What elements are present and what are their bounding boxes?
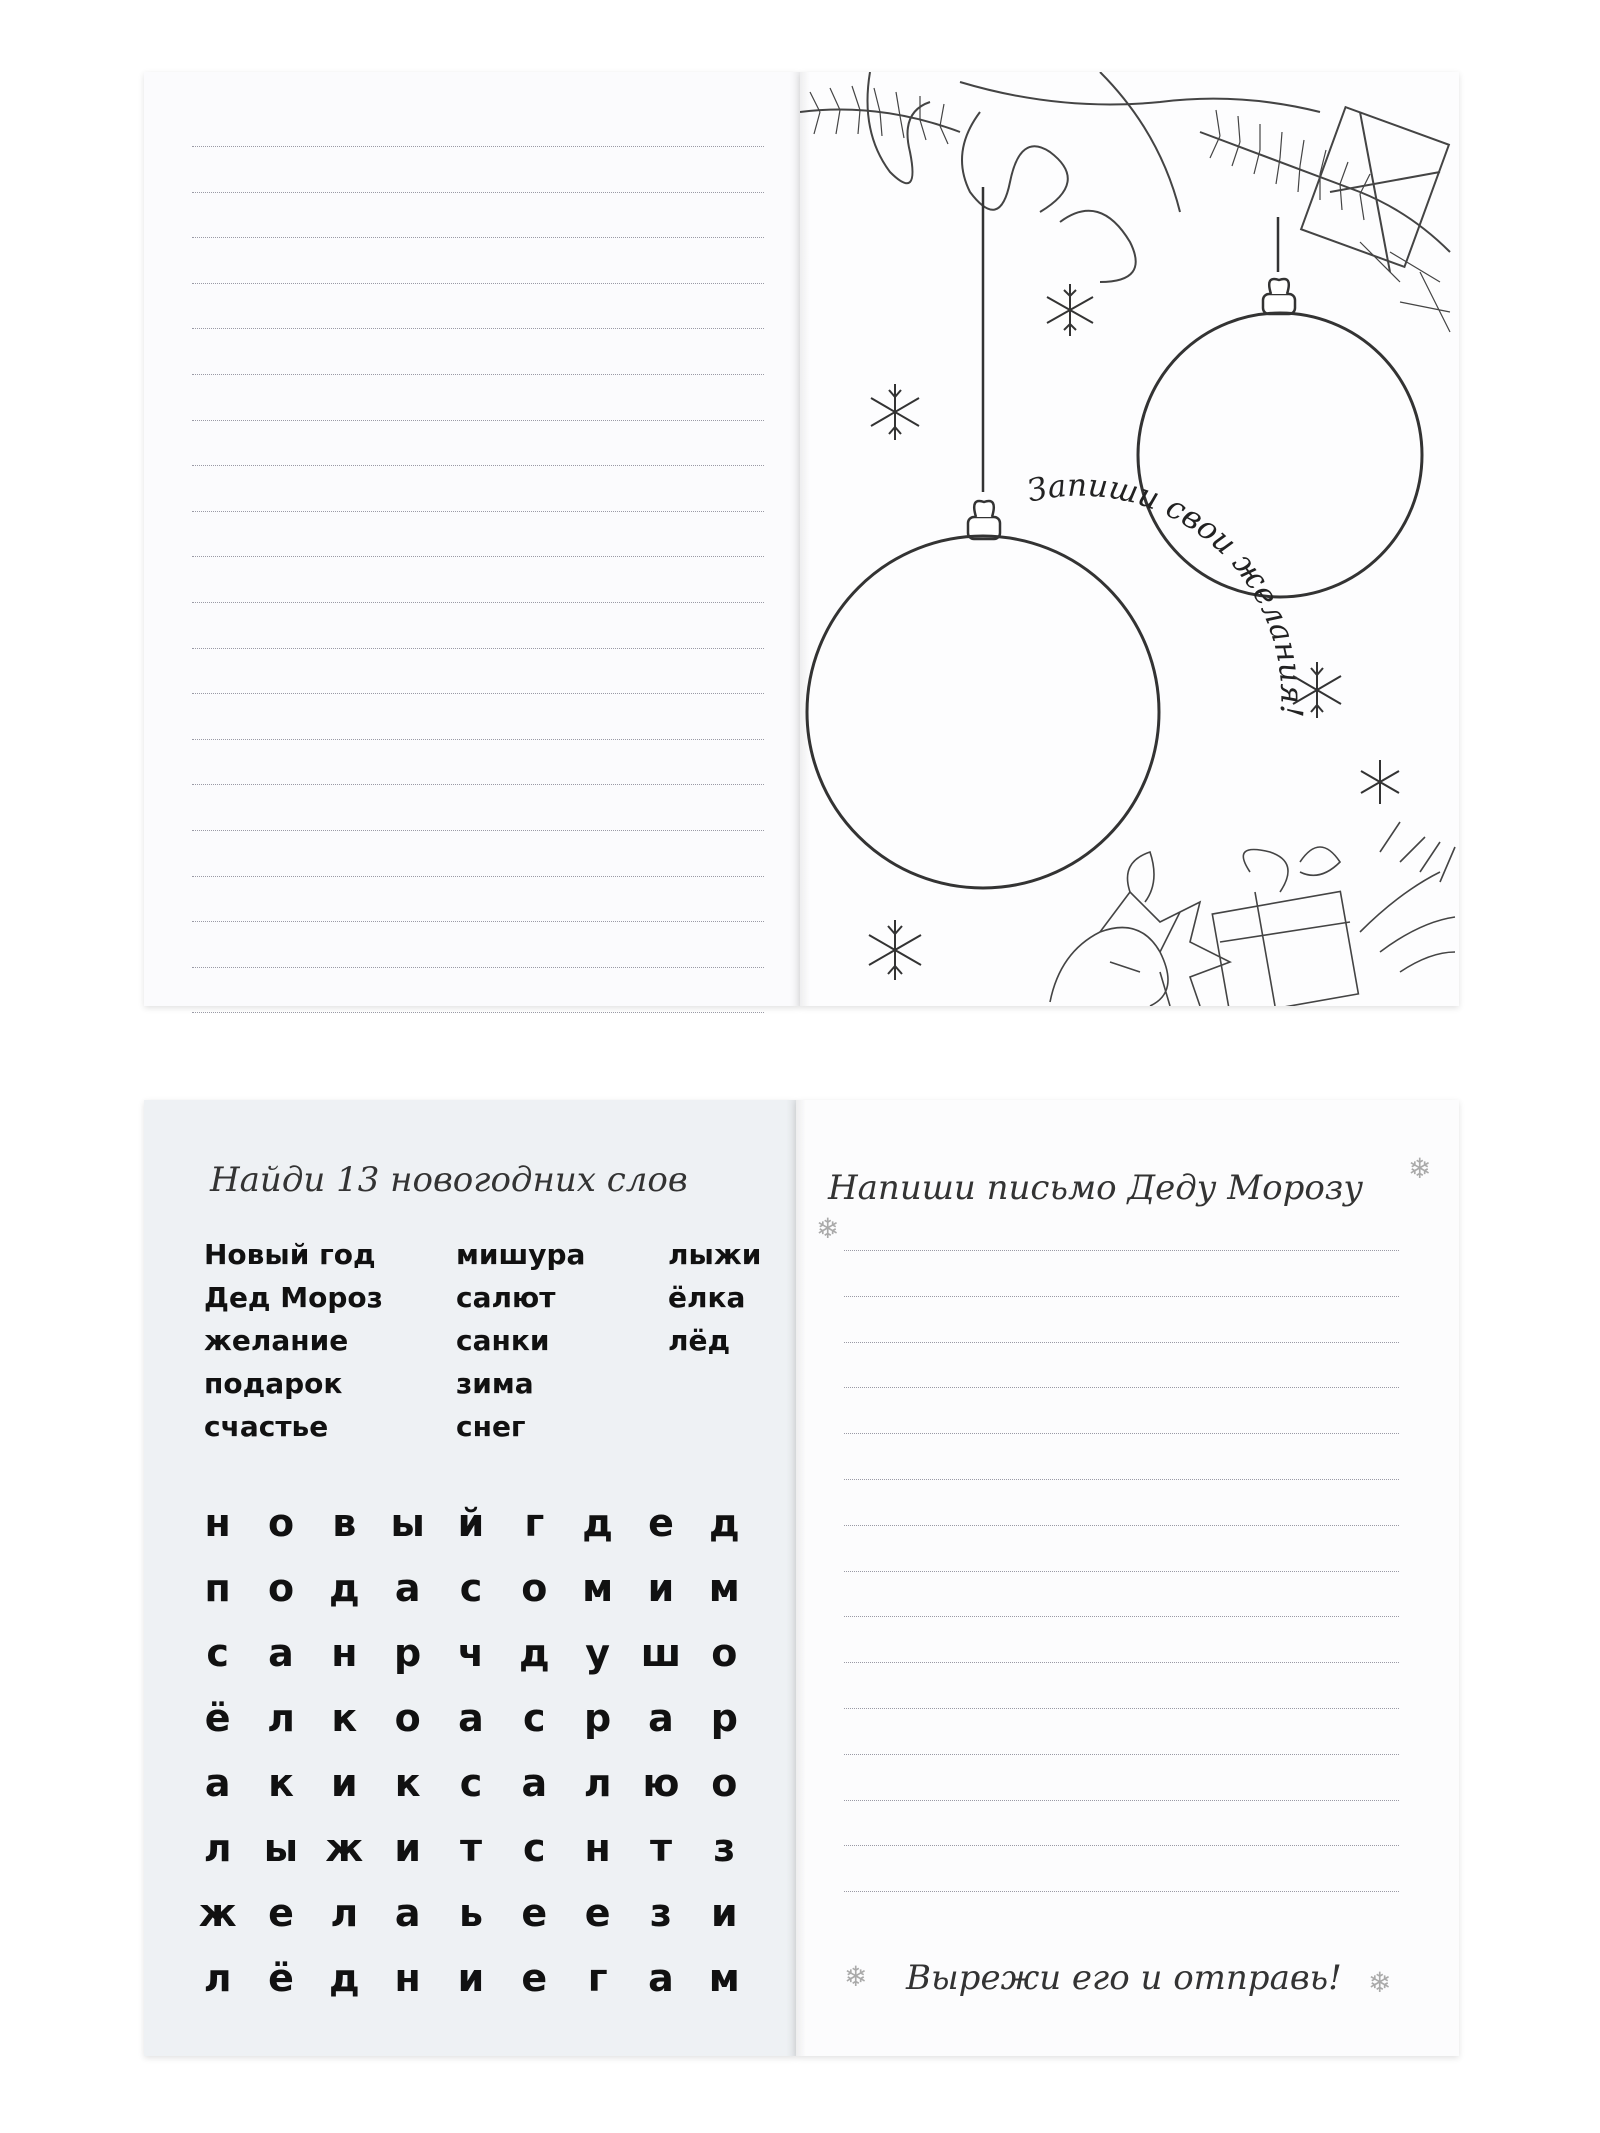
grid-letter: в — [332, 1500, 357, 1545]
ruled-line — [192, 739, 764, 740]
grid-letter: с — [459, 1760, 483, 1805]
ruled-line — [192, 237, 764, 238]
ruled-line — [844, 1433, 1399, 1434]
grid-letter: ю — [642, 1760, 680, 1805]
grid-letter: г — [587, 1955, 608, 2000]
word-search-title: Найди 13 новогодних слов — [210, 1160, 688, 1200]
grid-letter: а — [648, 1955, 674, 2000]
search-word: ёлка — [668, 1281, 746, 1314]
search-word: мишура — [456, 1238, 586, 1271]
search-word: зима — [456, 1367, 534, 1400]
grid-letter: и — [331, 1760, 358, 1805]
grid-row — [186, 1685, 756, 1750]
grid-letter: ы — [390, 1500, 425, 1545]
ruled-line — [844, 1754, 1399, 1755]
letter-grid — [186, 1490, 756, 2010]
grid-letter: е — [268, 1890, 294, 1935]
grid-letter: е — [584, 1890, 611, 1935]
grid-letter: с — [523, 1825, 546, 1870]
grid-letter: ы — [263, 1825, 299, 1870]
ruled-line — [844, 1845, 1399, 1846]
ruled-line — [192, 876, 764, 877]
grid-row — [186, 1880, 756, 1945]
fir-branches-illustration — [800, 72, 1450, 332]
ruled-line — [844, 1891, 1399, 1892]
search-word: лыжи — [668, 1238, 762, 1271]
grid-letter: м — [708, 1955, 740, 2000]
poinsettia-gift-illustration — [1050, 822, 1455, 1006]
letter-footer: Вырежи его и отправь! — [906, 1958, 1342, 1998]
grid-letter: о — [711, 1630, 738, 1675]
grid-letter: л — [267, 1695, 295, 1740]
grid-letter: р — [584, 1695, 612, 1740]
grid-letter: с — [206, 1630, 229, 1675]
grid-letter: з — [713, 1825, 736, 1870]
ruled-line — [192, 830, 764, 831]
word-search-page — [144, 1100, 796, 2056]
ruled-line — [192, 921, 764, 922]
ruled-line — [192, 283, 764, 284]
ruled-line — [192, 967, 764, 968]
ruled-line — [192, 420, 764, 421]
grid-letter: ь — [458, 1890, 483, 1935]
grid-letter: а — [394, 1565, 421, 1610]
snowflake-icon: ❄ — [1368, 1966, 1392, 1999]
search-word: счастье — [204, 1410, 329, 1443]
page-fold-shadow — [786, 1100, 796, 2056]
grid-letter: а — [204, 1760, 231, 1805]
ruled-line — [844, 1616, 1399, 1617]
grid-letter: н — [584, 1825, 611, 1870]
ruled-line — [192, 374, 764, 375]
ornament-ball-large — [807, 536, 1159, 888]
grid-letter: а — [521, 1760, 548, 1805]
grid-letter: у — [585, 1630, 611, 1675]
ruled-line — [844, 1525, 1399, 1526]
ruled-line — [844, 1571, 1399, 1572]
grid-letter: т — [649, 1825, 672, 1870]
grid-letter: р — [394, 1630, 422, 1675]
grid-letter: л — [203, 1955, 232, 2000]
search-word: подарок — [204, 1367, 343, 1400]
ruled-line — [844, 1479, 1399, 1480]
grid-letter: м — [582, 1565, 614, 1610]
search-word: Дед Мороз — [204, 1281, 383, 1314]
ruled-line — [844, 1708, 1399, 1709]
grid-letter: ё — [204, 1695, 231, 1740]
grid-letter: й — [457, 1500, 485, 1545]
ruled-line — [192, 1012, 764, 1013]
ruled-page-left-top — [144, 72, 800, 1006]
grid-letter: а — [458, 1695, 484, 1740]
ornament-ball-small — [1138, 313, 1422, 597]
grid-letter: ж — [198, 1890, 237, 1935]
grid-letter: ё — [268, 1955, 294, 2000]
grid-row — [186, 1815, 756, 1880]
ruled-line — [844, 1800, 1399, 1801]
ruled-line — [192, 602, 764, 603]
grid-letter: к — [331, 1695, 358, 1740]
grid-letter: т — [459, 1825, 482, 1870]
grid-letter: н — [204, 1500, 231, 1545]
grid-letter: и — [394, 1825, 421, 1870]
grid-letter: е — [521, 1890, 548, 1935]
grid-letter: е — [521, 1955, 548, 2000]
grid-letter: п — [204, 1565, 231, 1610]
ruled-line — [192, 465, 764, 466]
wishes-illustration — [800, 72, 1459, 1006]
ruled-line — [192, 648, 764, 649]
grid-row — [186, 1750, 756, 1815]
grid-row — [186, 1945, 756, 2010]
grid-letter: ж — [325, 1825, 364, 1870]
grid-letter: л — [330, 1890, 359, 1935]
grid-row — [186, 1555, 756, 1620]
grid-letter: о — [711, 1760, 738, 1805]
ruled-line — [192, 784, 764, 785]
grid-letter: о — [267, 1565, 295, 1610]
grid-row — [186, 1620, 756, 1685]
ruled-line — [844, 1342, 1399, 1343]
snowflake-icon: ❄ — [844, 1960, 868, 1993]
ruled-line — [844, 1662, 1399, 1663]
grid-letter: с — [459, 1565, 483, 1610]
page-fold-shadow — [790, 72, 800, 1006]
grid-letter: н — [331, 1630, 358, 1675]
grid-row — [186, 1490, 756, 1555]
search-word: салют — [456, 1281, 556, 1314]
grid-letter: о — [267, 1500, 295, 1545]
grid-letter: л — [203, 1825, 232, 1870]
letter-title: Напиши письмо Деду Морозу — [828, 1168, 1364, 1208]
grid-letter: и — [457, 1955, 485, 2000]
snowflake-icon: ❄ — [816, 1212, 840, 1245]
grid-letter: с — [523, 1695, 546, 1740]
ruled-line — [844, 1250, 1399, 1251]
ruled-line — [192, 328, 764, 329]
grid-letter: и — [647, 1565, 675, 1610]
ruled-line — [844, 1387, 1399, 1388]
ruled-line — [192, 693, 764, 694]
ruled-line — [192, 146, 764, 147]
snowflake-icon: ❄ — [1408, 1152, 1432, 1185]
grid-letter: д — [328, 1565, 360, 1610]
grid-letter: г — [524, 1500, 545, 1545]
grid-letter: з — [649, 1890, 672, 1935]
grid-letter: о — [521, 1565, 548, 1610]
search-word: Новый год — [204, 1238, 376, 1271]
ruled-line — [192, 192, 764, 193]
letter-page — [796, 1100, 1459, 2056]
search-word: снег — [456, 1410, 526, 1443]
grid-letter: и — [710, 1890, 738, 1935]
grid-letter: а — [648, 1695, 674, 1740]
grid-letter: е — [648, 1500, 674, 1545]
search-word: лёд — [668, 1324, 731, 1357]
grid-letter: а — [268, 1630, 294, 1675]
page-fold-shadow — [800, 72, 810, 1006]
grid-letter: ч — [457, 1630, 485, 1675]
search-word: желание — [204, 1324, 349, 1357]
search-word: санки — [456, 1324, 550, 1357]
ruled-line — [192, 556, 764, 557]
wishes-page — [800, 72, 1459, 1006]
ruled-line — [192, 511, 764, 512]
wishes-caption: Запиши свои желания! — [1024, 467, 1310, 719]
grid-letter: м — [708, 1565, 740, 1610]
grid-letter: к — [394, 1760, 421, 1805]
ruled-line — [844, 1296, 1399, 1297]
grid-letter: л — [583, 1760, 612, 1805]
grid-letter: д — [328, 1955, 360, 2000]
grid-letter: к — [268, 1760, 294, 1805]
grid-letter: н — [394, 1955, 421, 2000]
snowflake-icon — [869, 284, 1399, 980]
grid-letter: д — [708, 1500, 740, 1545]
grid-letter: о — [394, 1695, 421, 1740]
grid-letter: а — [394, 1890, 421, 1935]
page-fold-shadow — [796, 1100, 806, 2056]
grid-letter: ш — [640, 1630, 682, 1675]
grid-letter: д — [518, 1630, 550, 1675]
grid-letter: р — [710, 1695, 738, 1740]
grid-letter: д — [582, 1500, 613, 1545]
